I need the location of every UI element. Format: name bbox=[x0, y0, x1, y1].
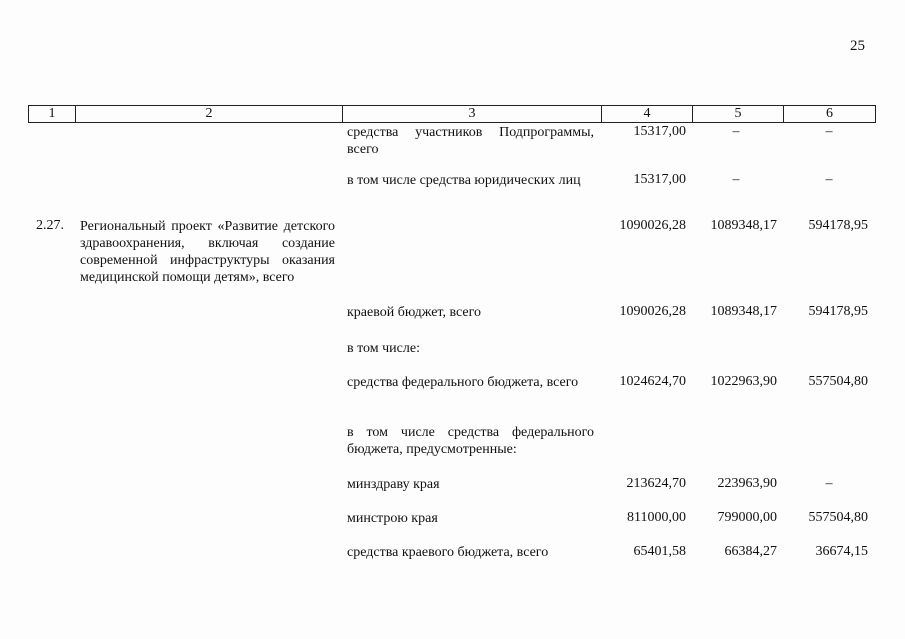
row-description: средства участников Подпрограммы, всего bbox=[347, 125, 594, 157]
value-col-4: 15317,00 bbox=[633, 124, 686, 139]
value-col-5: 66384,27 bbox=[724, 544, 777, 559]
row-description: средства краевого бюджета, всего bbox=[347, 545, 549, 560]
value-col-4: 15317,00 bbox=[633, 172, 686, 187]
value-col-6: – bbox=[825, 476, 833, 491]
value-col-5: 799000,00 bbox=[717, 510, 777, 525]
value-col-5: 1089348,17 bbox=[710, 218, 777, 233]
value-col-4: 1090026,28 bbox=[619, 218, 686, 233]
header-col-5: 5 bbox=[693, 106, 784, 123]
value-col-6: 594178,95 bbox=[808, 218, 868, 233]
header-col-6: 6 bbox=[784, 106, 876, 123]
value-col-4: 811000,00 bbox=[627, 510, 686, 525]
value-col-4: 213624,70 bbox=[626, 476, 686, 491]
value-col-4: 1024624,70 bbox=[619, 374, 686, 389]
row-description: в том числе средства юридических лиц bbox=[347, 173, 581, 188]
page-number: 25 bbox=[850, 38, 865, 54]
value-col-6: – bbox=[825, 172, 833, 187]
row-description: в том числе: bbox=[347, 341, 420, 356]
value-col-4: 65401,58 bbox=[633, 544, 686, 559]
value-col-5: – bbox=[732, 124, 740, 139]
header-col-3: 3 bbox=[343, 106, 602, 123]
row-description: краевой бюджет, всего bbox=[347, 305, 482, 320]
row-number: 2.27. bbox=[36, 218, 64, 233]
row-description: минздраву края bbox=[347, 477, 440, 492]
value-col-6: – bbox=[825, 124, 833, 139]
value-col-6: 557504,80 bbox=[808, 510, 868, 525]
value-col-5: – bbox=[732, 172, 740, 187]
header-col-2: 2 bbox=[76, 106, 343, 123]
value-col-5: 1089348,17 bbox=[710, 304, 777, 319]
header-col-4: 4 bbox=[602, 106, 693, 123]
row-description: средства федерального бюджета, всего bbox=[347, 375, 579, 390]
value-col-5: 1022963,90 bbox=[710, 374, 777, 389]
value-col-5: 223963,90 bbox=[717, 476, 777, 491]
value-col-6: 36674,15 bbox=[815, 544, 868, 559]
row-description: минстрою края bbox=[347, 511, 438, 526]
table-header bbox=[28, 105, 876, 123]
header-col-1: 1 bbox=[29, 106, 76, 123]
value-col-4: 1090026,28 bbox=[619, 304, 686, 319]
row-name: Региональный проект «Развитие детского здравоохранения, включая создание современной инфраструктуры оказания медицинской помощи детям», всего bbox=[80, 219, 335, 285]
value-col-6: 594178,95 bbox=[808, 304, 868, 319]
value-col-6: 557504,80 bbox=[808, 374, 868, 389]
row-description: в том числе средства федерального бюджета, предусмотренные: bbox=[347, 425, 594, 457]
